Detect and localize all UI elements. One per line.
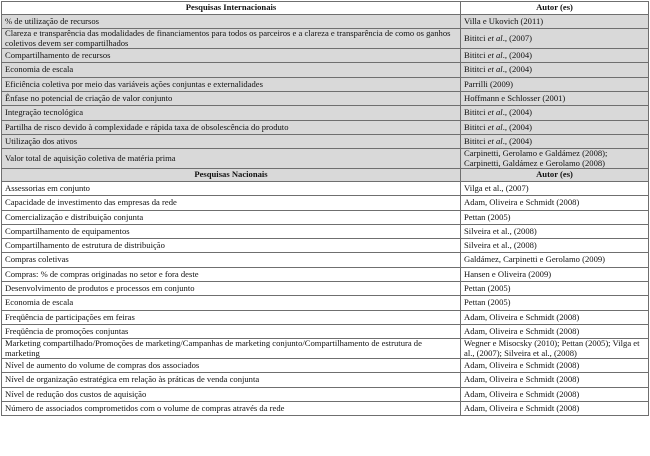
international-header-author: Autor (es) bbox=[461, 2, 649, 15]
national-header-author: Autor (es) bbox=[461, 169, 649, 182]
table-row bbox=[2, 149, 649, 169]
author-cell: Silveira et al., (2008) bbox=[461, 239, 649, 253]
author-cell: Adam, Oliveira e Schmidt (2008) bbox=[461, 196, 649, 210]
author-cell: Parrilli (2009) bbox=[461, 77, 649, 91]
author-cell: Vilga et al., (2007) bbox=[461, 182, 649, 196]
author-part: ., (2004) bbox=[502, 121, 533, 132]
indicator-cell: Nível de redução dos custos de aquisição bbox=[2, 387, 461, 401]
author-cell: Hoffmann e Schlosser (2001) bbox=[461, 92, 649, 106]
table-row bbox=[2, 106, 649, 120]
indicator-cell: Utilização dos ativos bbox=[2, 134, 461, 148]
author-cell bbox=[461, 120, 649, 134]
author-cell: Adam, Oliveira e Schmidt (2008) bbox=[461, 324, 649, 338]
author-cell: Adam, Oliveira e Schmidt (2008) bbox=[461, 310, 649, 324]
national-header-row bbox=[2, 169, 649, 182]
table-row bbox=[2, 134, 649, 148]
author-cell bbox=[461, 29, 649, 49]
table-row bbox=[2, 359, 649, 373]
table-row bbox=[2, 29, 649, 49]
indicator-cell: Freqüência de promoções conjuntas bbox=[2, 324, 461, 338]
indicator-cell: Número de associados comprometidos com o volume de compras através da rede bbox=[2, 401, 461, 415]
indicator-cell: Clareza e transparência das modalidades de financiamentos para todos os parceiros e a clareza e transparência de como os ganhos coletivos devem ser compartilhados bbox=[2, 29, 461, 49]
author-cell: Silveira et al., (2008) bbox=[461, 224, 649, 238]
indicator-cell: Ênfase no potencial de criação de valor conjunto bbox=[2, 92, 461, 106]
author-cell: Galdámez, Carpinetti e Gerolamo (2009) bbox=[461, 253, 649, 267]
table-row bbox=[2, 401, 649, 415]
author-part: ., (2004) bbox=[502, 107, 533, 118]
table-body bbox=[2, 2, 649, 416]
indicator-cell: Integração tecnológica bbox=[2, 106, 461, 120]
author-part: ., (2004) bbox=[502, 135, 533, 146]
author-cell: Villa e Ukovich (2011) bbox=[461, 15, 649, 29]
table-row bbox=[2, 324, 649, 338]
international-header-row bbox=[2, 2, 649, 15]
table-row bbox=[2, 92, 649, 106]
indicator-cell: Assessorias em conjunto bbox=[2, 182, 461, 196]
table-row bbox=[2, 182, 649, 196]
table-row bbox=[2, 310, 649, 324]
author-part: ., (2007) bbox=[502, 33, 533, 43]
author-et-al: et al bbox=[487, 33, 503, 43]
author-cell bbox=[461, 134, 649, 148]
indicator-cell: Compartilhamento de recursos bbox=[2, 49, 461, 63]
table-row bbox=[2, 296, 649, 310]
indicator-cell: Compras coletivas bbox=[2, 253, 461, 267]
author-et-al: et al bbox=[487, 64, 503, 75]
indicator-cell: Compartilhamento de equipamentos bbox=[2, 224, 461, 238]
author-cell bbox=[461, 63, 649, 77]
author-et-al: et al bbox=[487, 50, 503, 61]
table-row bbox=[2, 253, 649, 267]
author-cell: Wegner e Misocsky (2010); Pettan (2005); Vilga et al., (2007); Silveira et al., (2008) bbox=[461, 339, 649, 359]
indicator-cell: Desenvolvimento de produtos e processos em conjunto bbox=[2, 282, 461, 296]
author-cell: Adam, Oliveira e Schmidt (2008) bbox=[461, 401, 649, 415]
table-row bbox=[2, 63, 649, 77]
international-header-research: Pesquisas Internacionais bbox=[2, 2, 461, 15]
indicator-cell: Marketing compartilhado/Promoções de marketing/Campanhas de marketing conjunto/Compartilhamento de estrutura de marketing bbox=[2, 339, 461, 359]
indicators-table bbox=[1, 1, 649, 416]
indicator-cell: Capacidade de investimento das empresas da rede bbox=[2, 196, 461, 210]
author-cell: Pettan (2005) bbox=[461, 282, 649, 296]
author-part: ., (2004) bbox=[502, 50, 533, 61]
author-et-al: et al bbox=[487, 107, 503, 118]
table-row bbox=[2, 77, 649, 91]
author-part: Bititci bbox=[464, 135, 488, 146]
author-cell: Carpinetti, Gerolamo e Galdámez (2008); Carpinetti, Galdámez e Gerolamo (2008) bbox=[461, 149, 649, 169]
indicator-cell: Nível de organização estratégica em relação às práticas de venda conjunta bbox=[2, 373, 461, 387]
author-cell bbox=[461, 49, 649, 63]
indicator-cell: Economia de escala bbox=[2, 296, 461, 310]
author-part: Bititci bbox=[464, 33, 488, 43]
author-et-al: et al bbox=[487, 135, 503, 146]
table-row bbox=[2, 339, 649, 359]
author-part: Bititci bbox=[464, 64, 488, 75]
table-row bbox=[2, 196, 649, 210]
author-cell: Pettan (2005) bbox=[461, 296, 649, 310]
indicator-cell: Compras: % de compras originadas no setor e fora deste bbox=[2, 267, 461, 281]
table-row bbox=[2, 373, 649, 387]
author-cell bbox=[461, 106, 649, 120]
author-et-al: et al bbox=[487, 121, 503, 132]
table-row bbox=[2, 282, 649, 296]
table-row bbox=[2, 120, 649, 134]
table-row bbox=[2, 387, 649, 401]
indicator-cell: Economia de escala bbox=[2, 63, 461, 77]
table-row bbox=[2, 267, 649, 281]
author-part: Bititci bbox=[464, 107, 488, 118]
author-cell: Adam, Oliveira e Schmidt (2008) bbox=[461, 387, 649, 401]
author-part: ., (2004) bbox=[502, 64, 533, 75]
indicator-cell: Eficiência coletiva por meio das variáveis ações conjuntas e externalidades bbox=[2, 77, 461, 91]
author-part: Bititci bbox=[464, 50, 488, 61]
indicator-cell: Nível de aumento do volume de compras dos associados bbox=[2, 359, 461, 373]
author-cell: Pettan (2005) bbox=[461, 210, 649, 224]
indicator-cell: Freqüência de participações em feiras bbox=[2, 310, 461, 324]
table-row bbox=[2, 239, 649, 253]
author-cell: Adam, Oliveira e Schmidt (2008) bbox=[461, 359, 649, 373]
author-part: Bititci bbox=[464, 121, 488, 132]
indicator-cell: Partilha de risco devido à complexidade e rápida taxa de obsolescência do produto bbox=[2, 120, 461, 134]
table-row bbox=[2, 224, 649, 238]
indicator-cell: Comercialização e distribuição conjunta bbox=[2, 210, 461, 224]
indicator-cell: Valor total de aquisição coletiva de matéria prima bbox=[2, 149, 461, 169]
national-header-research: Pesquisas Nacionais bbox=[2, 169, 461, 182]
indicator-cell: Compartilhamento de estrutura de distribuição bbox=[2, 239, 461, 253]
indicator-cell: % de utilização de recursos bbox=[2, 15, 461, 29]
author-cell: Hansen e Oliveira (2009) bbox=[461, 267, 649, 281]
table-row bbox=[2, 210, 649, 224]
table-row bbox=[2, 15, 649, 29]
author-cell: Adam, Oliveira e Schmidt (2008) bbox=[461, 373, 649, 387]
table-row bbox=[2, 49, 649, 63]
